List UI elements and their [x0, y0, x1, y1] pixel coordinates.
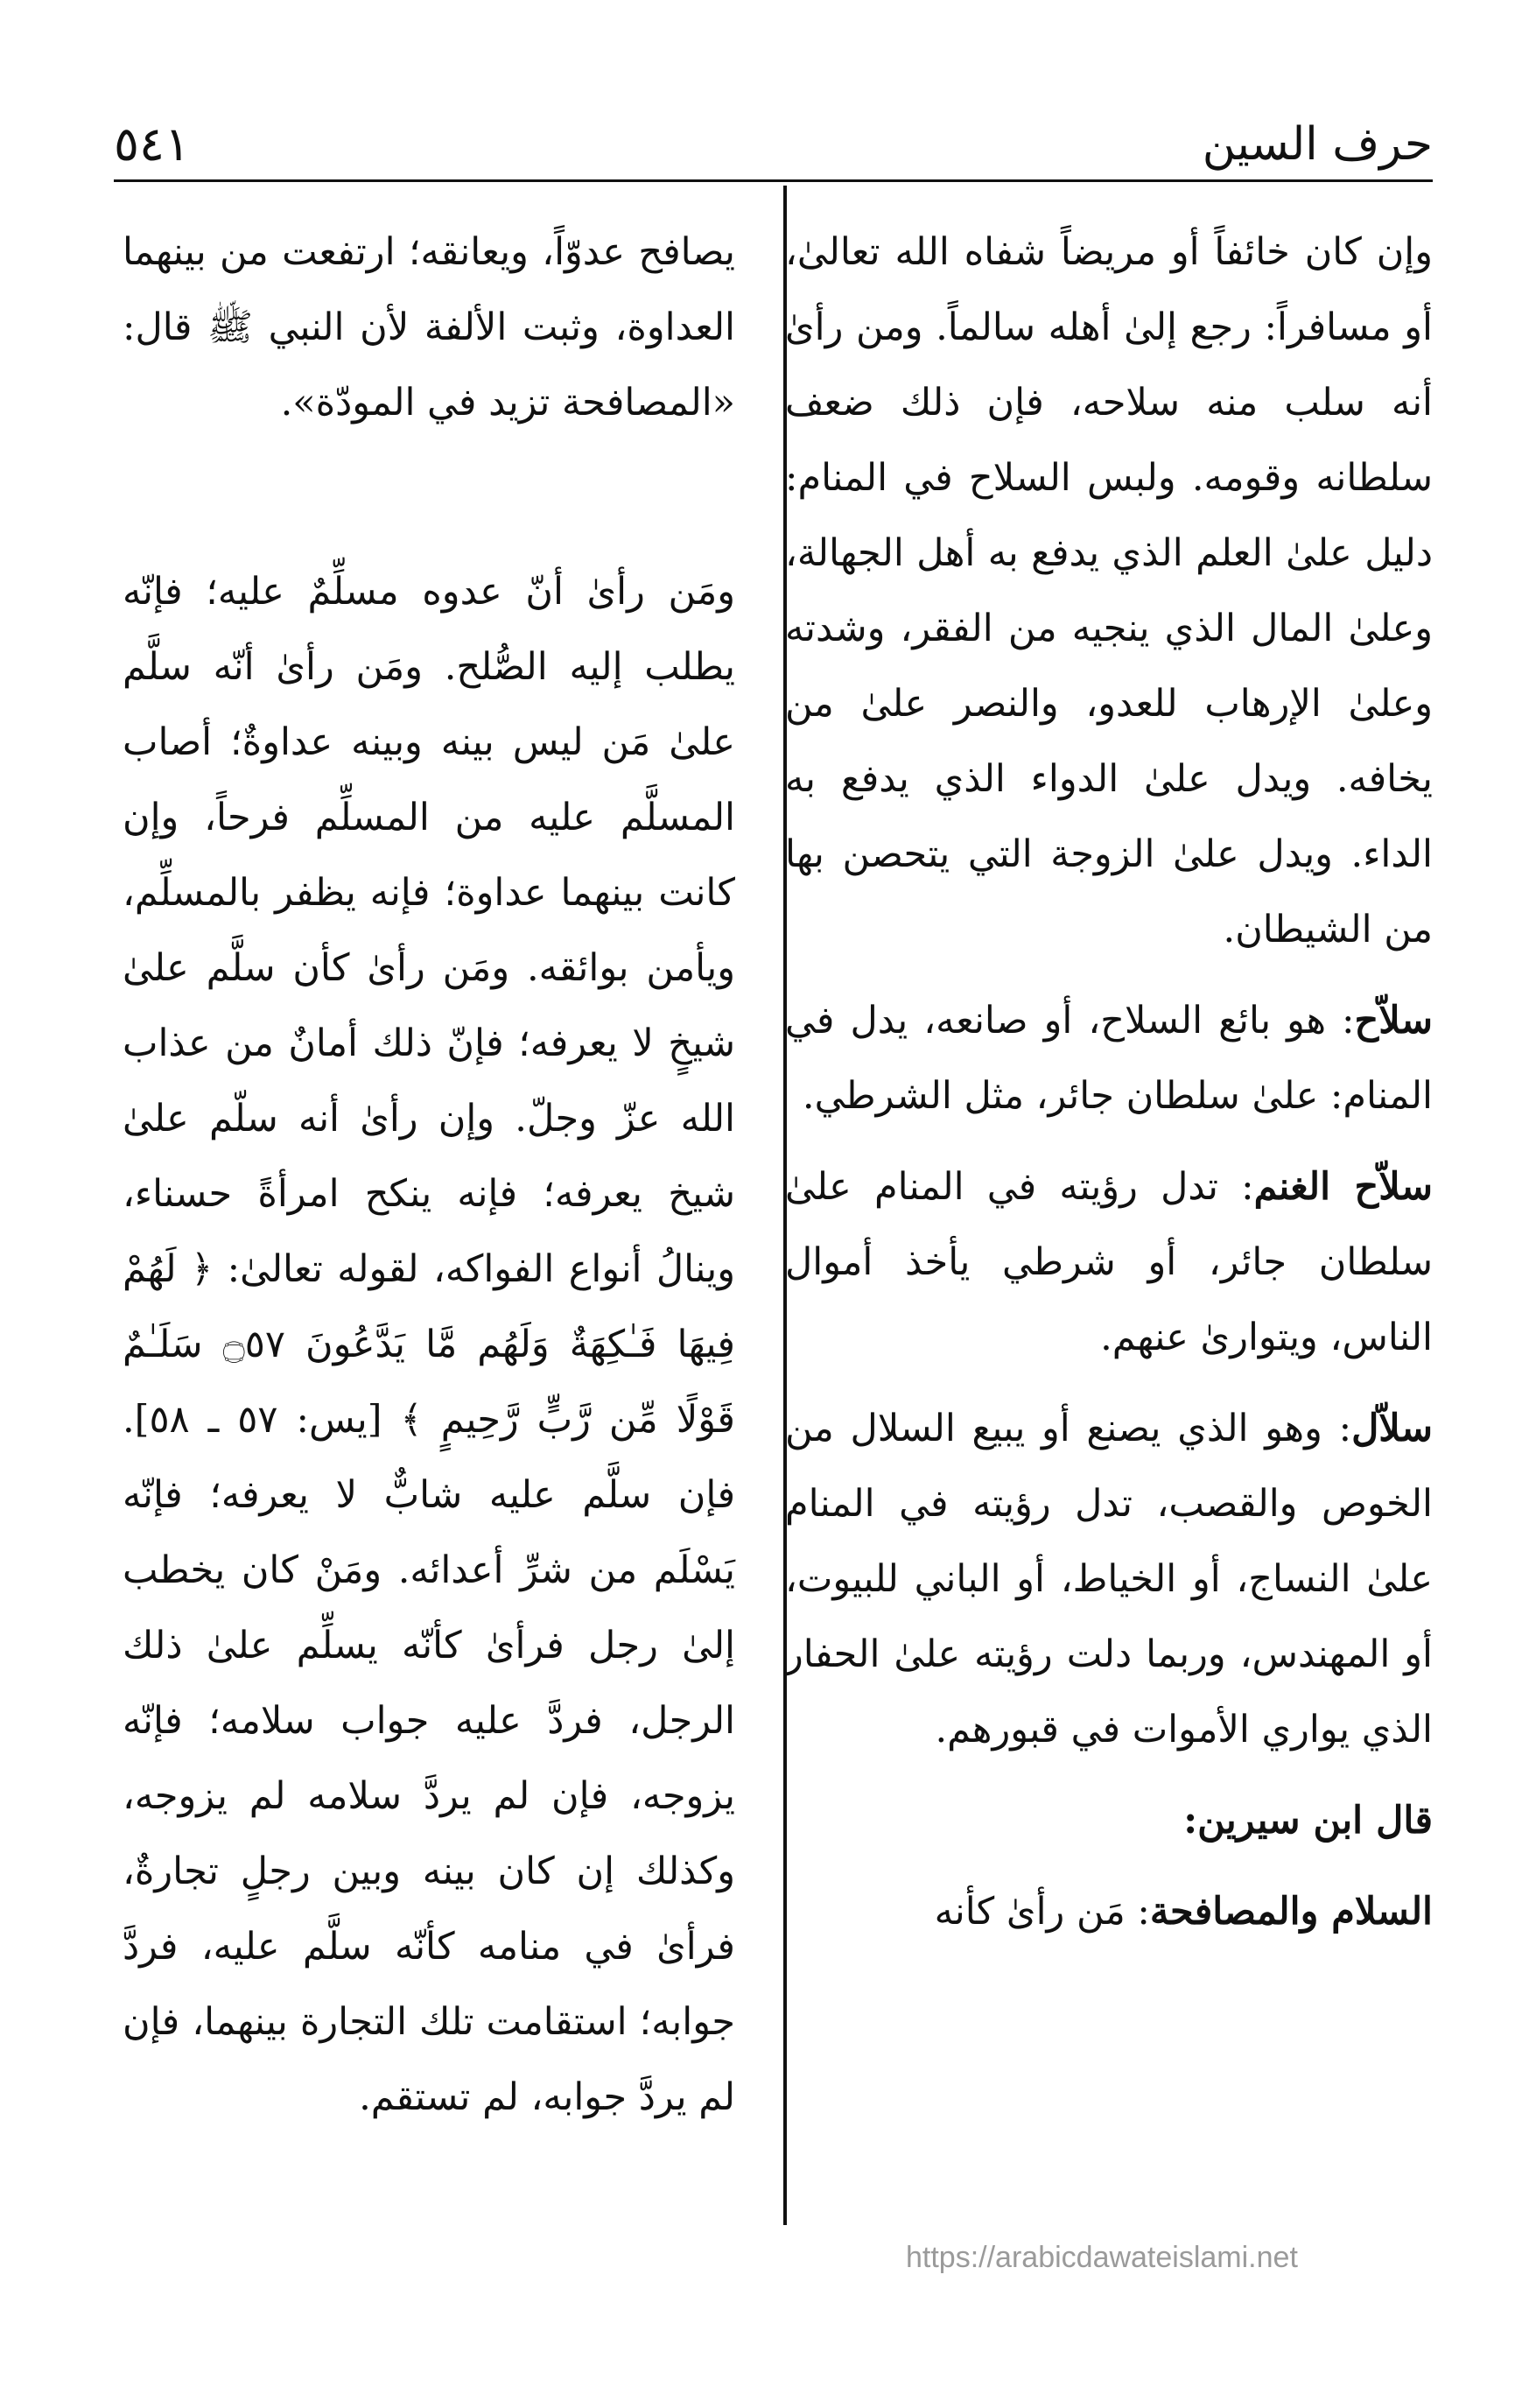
paragraph: وإن كان خائفاً أو مريضاً شفاه الله تعالىٰ، أو مسافراً: رجع إلىٰ أهله سالماً. ومن رأىٰ أنه سلب منه سلاحه، فإن ذلك ضعف سلطانه وقومه. ولبس السلاح في المنام: دليل علىٰ العلم الذي يدفع به أهل الجهالة، وعلىٰ المال الذي ينجيه من الفقر، وشدته وعلىٰ الإرهاب للعدو، والنصر علىٰ من يخافه. ويدل علىٰ الدواء الذي يدفع به الداء. ويدل علىٰ الزوجة التي يتحصن بها من الشيطان. — [785, 230, 1433, 951]
section-heading — [785, 1783, 1433, 1858]
entry-salam — [785, 1874, 1433, 1949]
page-header — [114, 114, 1433, 175]
entry-sallal — [785, 1391, 1433, 1767]
entry-text: : وهو الذي يصنع أو يبيع السلال من الخوص والقصب، تدل رؤيته في المنام علىٰ النساج، أو الخياط، أو الباني للبيوت، أو المهندس، وربما دلت رؤيته علىٰ الحفار الذي يواري الأموات في قبورهم. — [785, 1407, 1433, 1752]
left-column — [123, 214, 735, 2135]
paragraph-gap — [123, 440, 735, 554]
header-rule — [114, 179, 1433, 182]
paragraph: ومَن رأىٰ أنّ عدوه مسلِّمٌ عليه؛ فإنّه يطلب إليه الصُّلح. ومَن رأىٰ أنّه سلَّم علىٰ مَن ليس بينه وبينه عداوةٌ؛ أصاب المسلَّم عليه من المسلِّم فرحاً، وإن كانت بينهما عداوة؛ فإنه يظفر بالمسلِّم، ويأمن بوائقه. ومَن رأىٰ كأن سلَّم علىٰ شيخٍ لا يعرفه؛ فإنّ ذلك أمانٌ من عذاب الله عزّ وجلّ. وإن رأىٰ أنه سلّم علىٰ شيخ يعرفه؛ فإنه ينكح امرأةً حسناء، وينالُ أنواع الفواكه، لقوله تعالىٰ: ﴿ لَهُمْ فِيهَا فَـٰكِهَةٌ وَلَهُم مَّا يَدَّعُونَ ۝٥٧ سَلَـٰمٌ قَوْلًا مِّن رَّبٍّ رَّحِيمٍ ﴾ [يس: ٥٧ ـ ٥٨]. فإن سلَّم عليه شابٌّ لا يعرفه؛ فإنّه يَسْلَم من شرِّ أعدائه. ومَنْ كان يخطب إلىٰ رجل فرأىٰ كأنّه يسلِّم علىٰ ذلك الرجل، فردَّ عليه جواب سلامه؛ فإنّه يزوجه، فإن لم يردَّ سلامه لم يزوجه، وكذلك إن كان بينه وبين رجلٍ تجارةٌ، فرأىٰ في منامه كأنّه سلَّم عليه، فردَّ جوابه؛ استقامت تلك التجارة بينهما، فإن لم يردَّ جوابه، لم تستقم. — [123, 570, 735, 2119]
running-title: حرف السين — [1202, 118, 1433, 171]
paragraph: يصافح عدوّاً، ويعانقه؛ ارتفعت من بينهما العداوة، وثبت الألفة لأن النبي ﷺ قال: «المصافحة تزيد في المودّة». — [123, 230, 735, 425]
entry-text: : مَن رأىٰ كأنه — [934, 1890, 1150, 1934]
entry-sallah — [785, 983, 1433, 1134]
entry-term: سلاّح — [1354, 999, 1433, 1043]
entry-term: السلام والمصافحة — [1149, 1890, 1433, 1934]
page-number: ٥٤١ — [114, 116, 191, 172]
entry-text: : تدل رؤيته في المنام علىٰ سلطان جائر، أو شرطي يأخذ أموال الناس، ويتوارىٰ عنهم. — [785, 1165, 1433, 1359]
section-heading-text: قال ابن سيرين: — [1183, 1799, 1433, 1843]
entry-term: سلاّل — [1351, 1407, 1433, 1450]
entry-term: سلاّح الغنم — [1253, 1165, 1433, 1209]
right-column — [785, 214, 1433, 1949]
watermark-url: https://arabicdawateislami.net — [906, 2241, 1298, 2274]
entry-sallah-ghanam — [785, 1149, 1433, 1375]
entry-text: : هو بائع السلاح، أو صانعه، يدل في المنام: علىٰ سلطان جائر، مثل الشرطي. — [785, 999, 1433, 1118]
